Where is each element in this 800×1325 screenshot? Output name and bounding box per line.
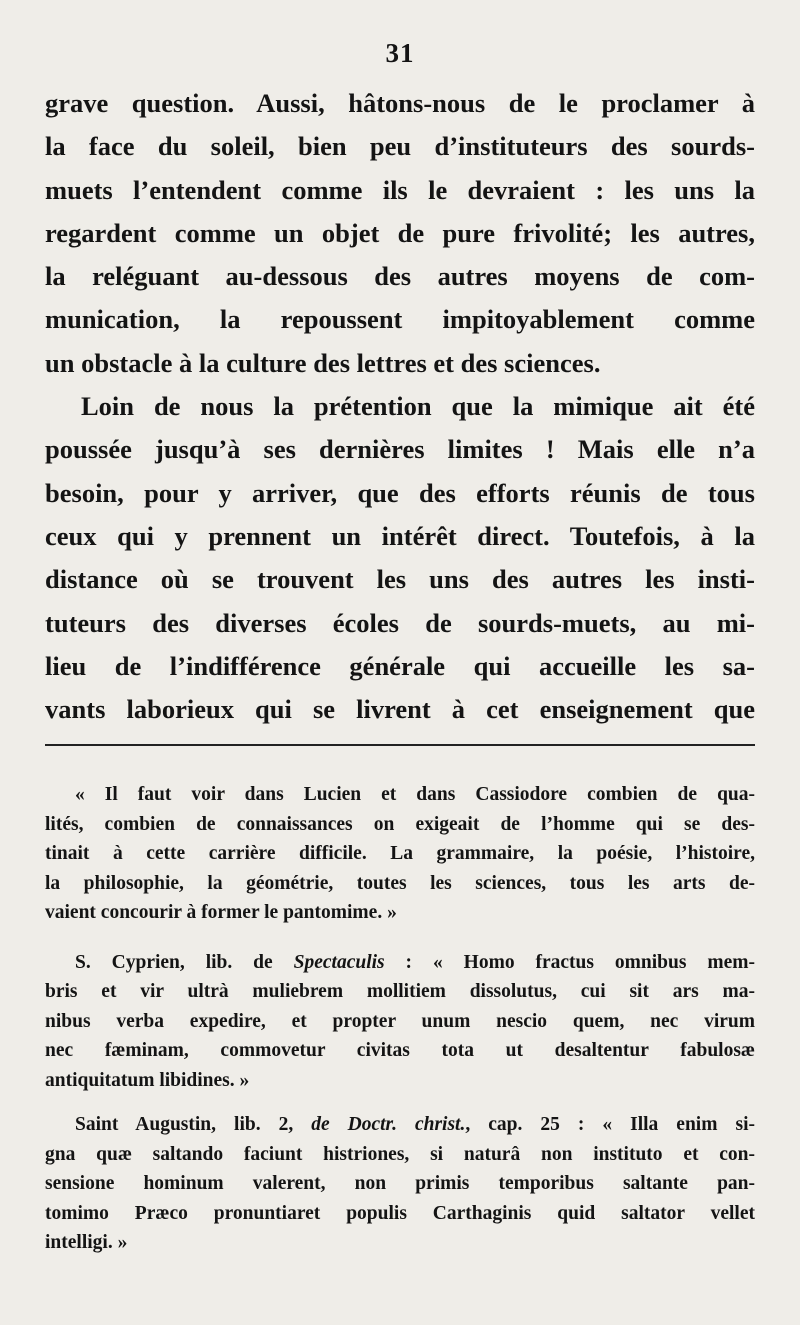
body-line: un obstacle à la culture des lettres et des sciences. [45, 347, 601, 378]
footnote-line [45, 1110, 755, 1140]
citation-text: , cap. 25 : « Illa enim si- [465, 1114, 755, 1135]
footnote-line: gna quæ saltando faciunt histriones, si naturâ non instituto et con- [45, 1143, 755, 1165]
footnote-line: « Il faut voir dans Lucien et dans Cassiodore combien de qua- [75, 784, 755, 805]
footnote-line: la philosophie, la géométrie, toutes les sciences, tous les arts de- [45, 872, 755, 894]
footnote-line: bris et vir ultrà muliebrem mollitiem dissolutus, cui sit ars ma- [45, 981, 755, 1002]
body-line: la face du soleil, bien peu d’instituteurs des sourds- [45, 131, 755, 162]
body-line: grave question. Aussi, hâtons-nous de le proclamer à [45, 88, 755, 118]
body-line: poussée jusqu’à ses dernières limites ! Mais elle n’a [45, 434, 755, 465]
body-line: munication, la repoussent impitoyablement comme [45, 304, 755, 335]
citation-author: S. Cyprien, lib. de [75, 951, 294, 973]
footnote-line: sensione hominum valerent, non primis temporibus saltante pan- [45, 1173, 755, 1194]
footnote-gap [45, 928, 755, 948]
body-line: ceux qui y prennent un intérêt direct. Toutefois, à la [45, 520, 755, 551]
body-line: lieu de l’indifférence générale qui accueille les sa- [45, 650, 755, 681]
body-line: regardent comme un objet de pure frivolité; les autres, [45, 217, 755, 248]
body-text [45, 82, 755, 731]
body-line: muets l’entendent comme ils le devraient : les uns la [45, 174, 755, 205]
footnote-line: tomimo Præco pronuntiaret populis Carthaginis quid saltator vellet [45, 1202, 755, 1224]
footnotes [45, 780, 755, 1258]
citation-title: de Doctr. christ. [311, 1114, 466, 1135]
footnote-gap [45, 1095, 755, 1110]
footnote-line: vaient concourir à former le pantomime. » [45, 902, 397, 923]
footnote-divider [45, 744, 755, 746]
citation-title: Spectaculis [293, 951, 385, 973]
footnote-line: nec fæminam, commovetur civitas tota ut desaltentur fabulosæ [45, 1040, 755, 1061]
citation-text: : « Homo fractus omnibus mem- [384, 951, 755, 973]
footnote-line: antiquitatum libidines. » [45, 1069, 250, 1091]
body-line: Loin de nous la prétention que la mimique ait été [81, 391, 755, 422]
footnote-line: tinait à cette carrière difficile. La grammaire, la poésie, l’histoire, [45, 843, 755, 864]
body-line: tuteurs des diverses écoles de sourds-muets, au mi- [45, 607, 755, 638]
footnote-line [45, 948, 755, 978]
citation-author: Saint Augustin, lib. 2, [75, 1114, 312, 1135]
body-line: vants laborieux qui se livrent à cet enseignement que [45, 694, 755, 725]
page-number: 31 [385, 38, 415, 68]
footnote-line: nibus verba expedire, et propter unum nescio quem, nec virum [45, 1010, 755, 1032]
footnote-line: lités, combien de connaissances on exigeait de l’homme qui se des- [45, 813, 755, 835]
body-line: besoin, pour y arriver, que des efforts réunis de tous [45, 477, 755, 508]
footnote-line: intelligi. » [45, 1232, 128, 1253]
body-line: la reléguant au-dessous des autres moyens de com- [45, 261, 755, 292]
body-line: distance où se trouvent les uns des autres les insti- [45, 564, 755, 595]
